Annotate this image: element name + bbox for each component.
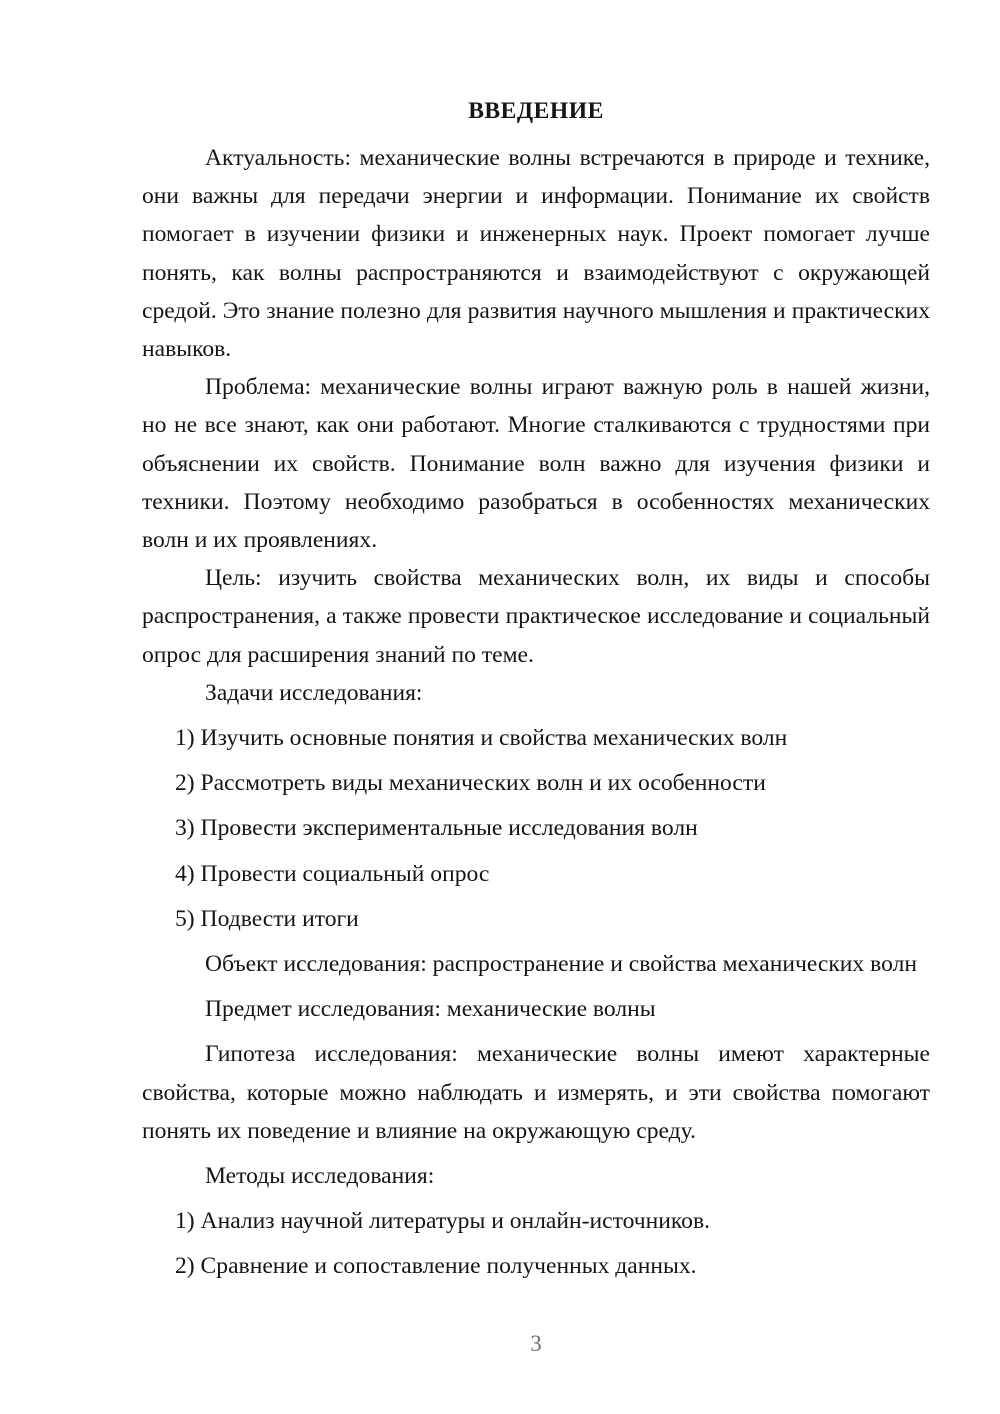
paragraph-problem: Проблема: механические волны играют важную роль в нашей жизни, но не все знают, как они работают. Многие сталкиваются с трудностями при объяснении их свойств. Понимание волн важно для изучения физики и техники. Поэтому необходимо разобраться в особенностях механических волн и их проявлениях. [142,374,930,554]
paragraph-relevance: Актуальность: механические волны встречаются в природе и технике, они важны для передачи энергии и информации. Понимание их свойств помогает в изучении физики и инженерных наук. Проект помогает лучше понять, как волны распространяются и взаимодействуют с окружающей средой. Это знание полезно для развития научного мышления и практических навыков. [142,145,930,363]
page-title: ВВЕДЕНИЕ [468,98,604,124]
page-number: 3 [530,1331,542,1356]
method-item-2: 2) Сравнение и сопоставление полученных данных. [175,1253,697,1280]
task-item-3: 3) Провести экспериментальные исследования волн [175,815,698,842]
task-item-2: 2) Рассмотреть виды механических волн и их особенности [175,770,766,797]
paragraph-hypothesis: Гипотеза исследования: механические волны имеют характерные свойства, которые можно наблюдать и измерять, и эти свойства помогают понять их поведение и влияние на окружающую среду. [142,1041,930,1144]
paragraph-goal: Цель: изучить свойства механических волн, их виды и способы распространения, а также провести практическое исследование и социальный опрос для расширения знаний по теме. [142,565,930,668]
task-item-5: 5) Подвести итоги [175,905,359,932]
paragraph-subject: Предмет исследования: механические волны [205,996,656,1023]
task-item-4: 4) Провести социальный опрос [175,860,490,887]
task-item-1: 1) Изучить основные понятия и свойства механических волн [175,725,788,752]
method-item-1: 1) Анализ научной литературы и онлайн-источников. [175,1208,711,1235]
tasks-heading: Задачи исследования: [205,679,423,706]
methods-heading: Методы исследования: [205,1163,435,1190]
paragraph-object: Объект исследования: распространение и свойства механических волн [205,951,917,978]
